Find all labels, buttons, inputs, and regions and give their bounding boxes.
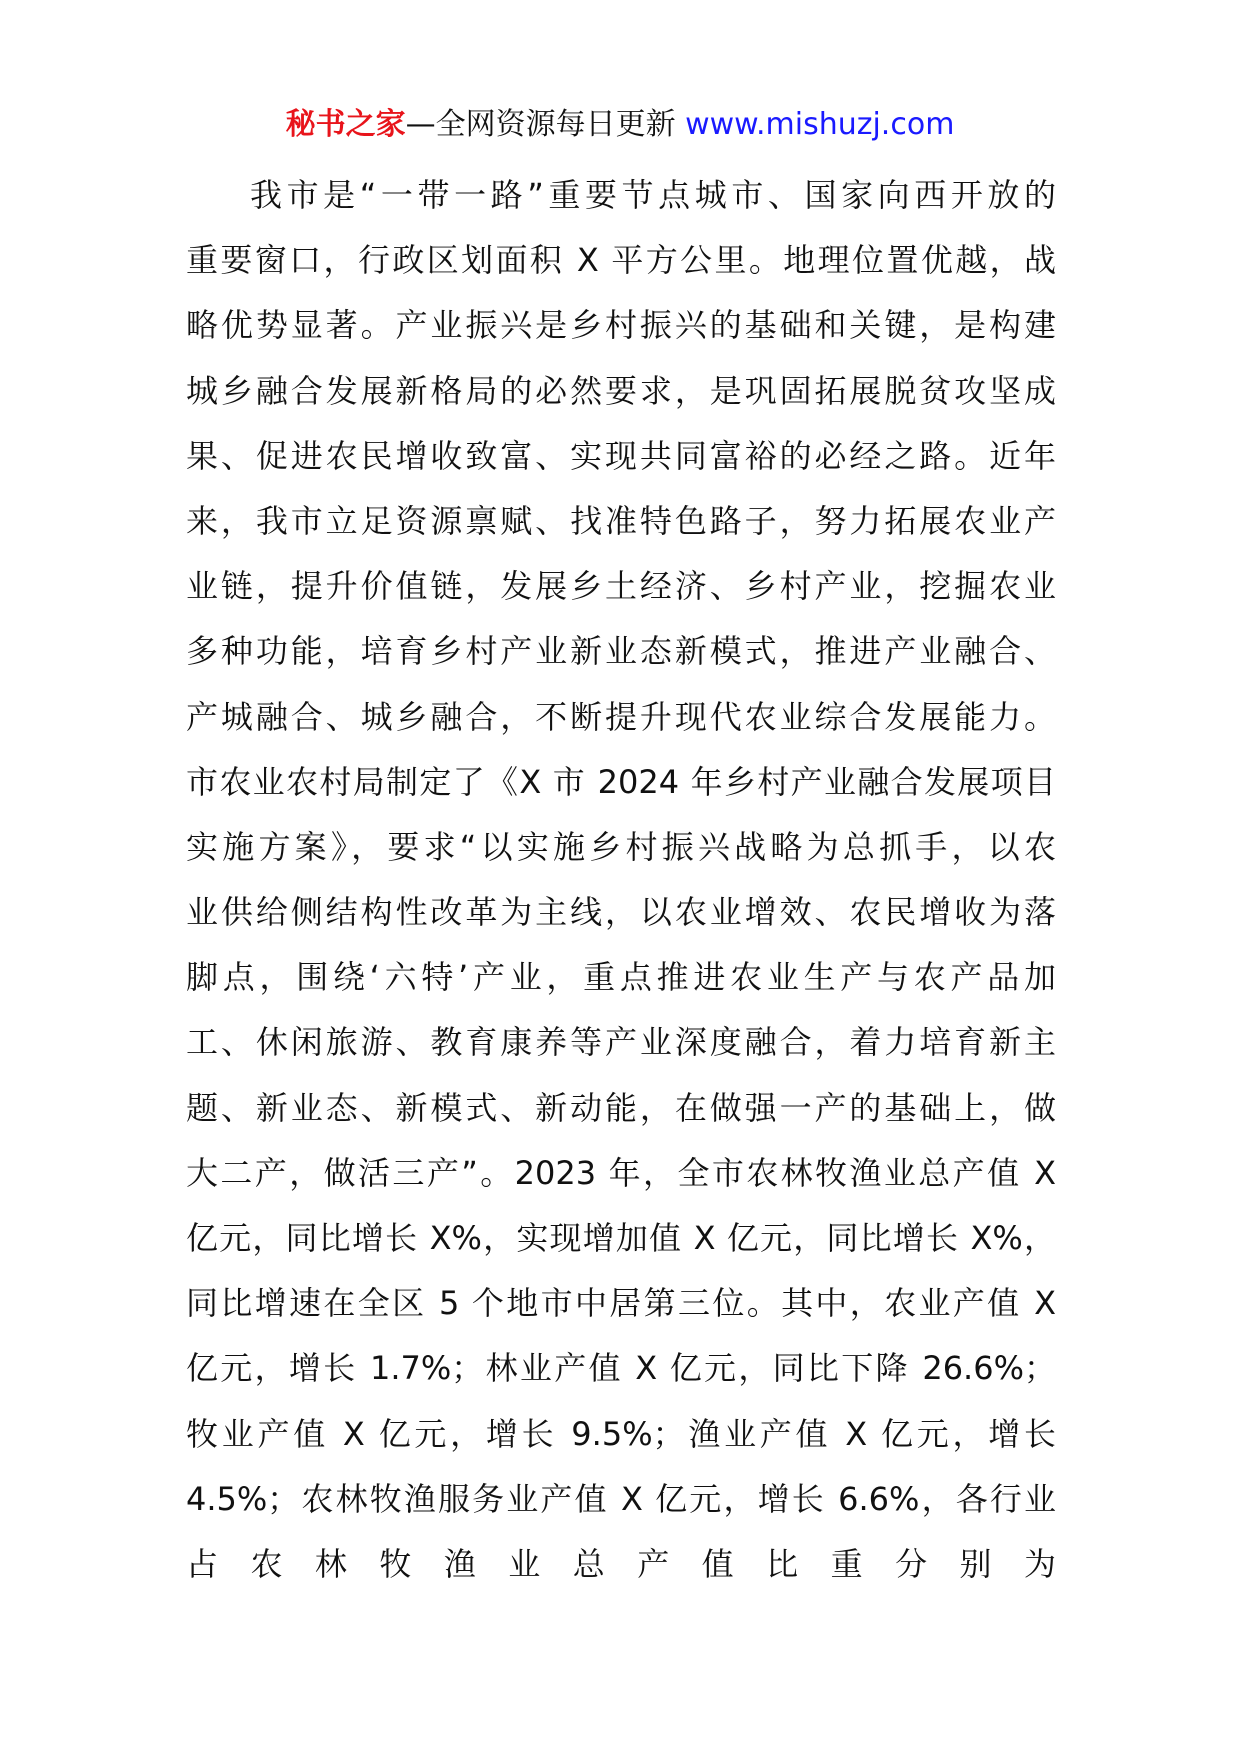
text-line: 实施方案》，要求“以实施乡村振兴战略为总抓手，以农 [186, 827, 1056, 866]
text-line: 题、新业态、新模式、新动能，在做强一产的基础上，做 [186, 1088, 1056, 1127]
text-line: 牧业产值 X 亿元，增长 9.5%；渔业产值 X 亿元，增长 [186, 1414, 1056, 1453]
site-url-link[interactable]: www.mishuzj.com [675, 107, 955, 142]
text-line: 业链，提升价值链，发展乡土经济、乡村产业，挖掘农业 [186, 567, 1056, 606]
text-line: 我市是“一带一路”重要节点城市、国家向西开放的 [250, 176, 1056, 214]
text-line: 4.5%；农林牧渔服务业产值 X 亿元，增长 6.6%，各行业 [186, 1479, 1056, 1518]
text-line: 亿元，增长 1.7%；林业产值 X 亿元，同比下降 26.6%； [186, 1349, 1056, 1388]
text-line: 略优势显著。产业振兴是乡村振兴的基础和关键，是构建 [186, 306, 1056, 345]
header-tagline: —全网资源每日更新 [405, 107, 676, 142]
text-line: 工、休闲旅游、教育康养等产业深度融合，着力培育新主 [186, 1023, 1056, 1062]
text-line: 脚点，围绕‘六特’产业，重点推进农业生产与农产品加 [186, 958, 1056, 997]
brand-name: 秘书之家 [285, 107, 406, 142]
text-line: 重要窗口，行政区划面积 X 平方公里。地理位置优越，战 [186, 241, 1056, 280]
text-line: 城乡融合发展新格局的必然要求，是巩固拓展脱贫攻坚成 [186, 371, 1056, 410]
text-line: 占农林牧渔业总产值比重分别为 [186, 1544, 1056, 1583]
text-line: 大二产，做活三产”。2023 年，全市农林牧渔业总产值 X [186, 1153, 1056, 1192]
text-line: 同比增速在全区 5 个地市中居第三位。其中，农业产值 X [186, 1284, 1056, 1323]
text-line: 果、促进农民增收致富、实现共同富裕的必经之路。近年 [186, 436, 1056, 475]
page-header [0, 100, 1240, 150]
text-line: 亿元，同比增长 X%，实现增加值 X 亿元，同比增长 X%， [186, 1219, 1056, 1257]
text-line: 产城融合、城乡融合，不断提升现代农业综合发展能力。 [186, 697, 1056, 736]
text-line: 来，我市立足资源禀赋、找准特色路子，努力拓展农业产 [186, 501, 1056, 540]
text-line: 多种功能，培育乡村产业新业态新模式，推进产业融合、 [186, 632, 1056, 671]
document-body [186, 163, 1056, 1597]
text-line: 市农业农村局制定了《X 市 2024 年乡村产业融合发展项目 [186, 762, 1056, 801]
text-line: 业供给侧结构性改革为主线，以农业增效、农民增收为落 [186, 893, 1056, 932]
